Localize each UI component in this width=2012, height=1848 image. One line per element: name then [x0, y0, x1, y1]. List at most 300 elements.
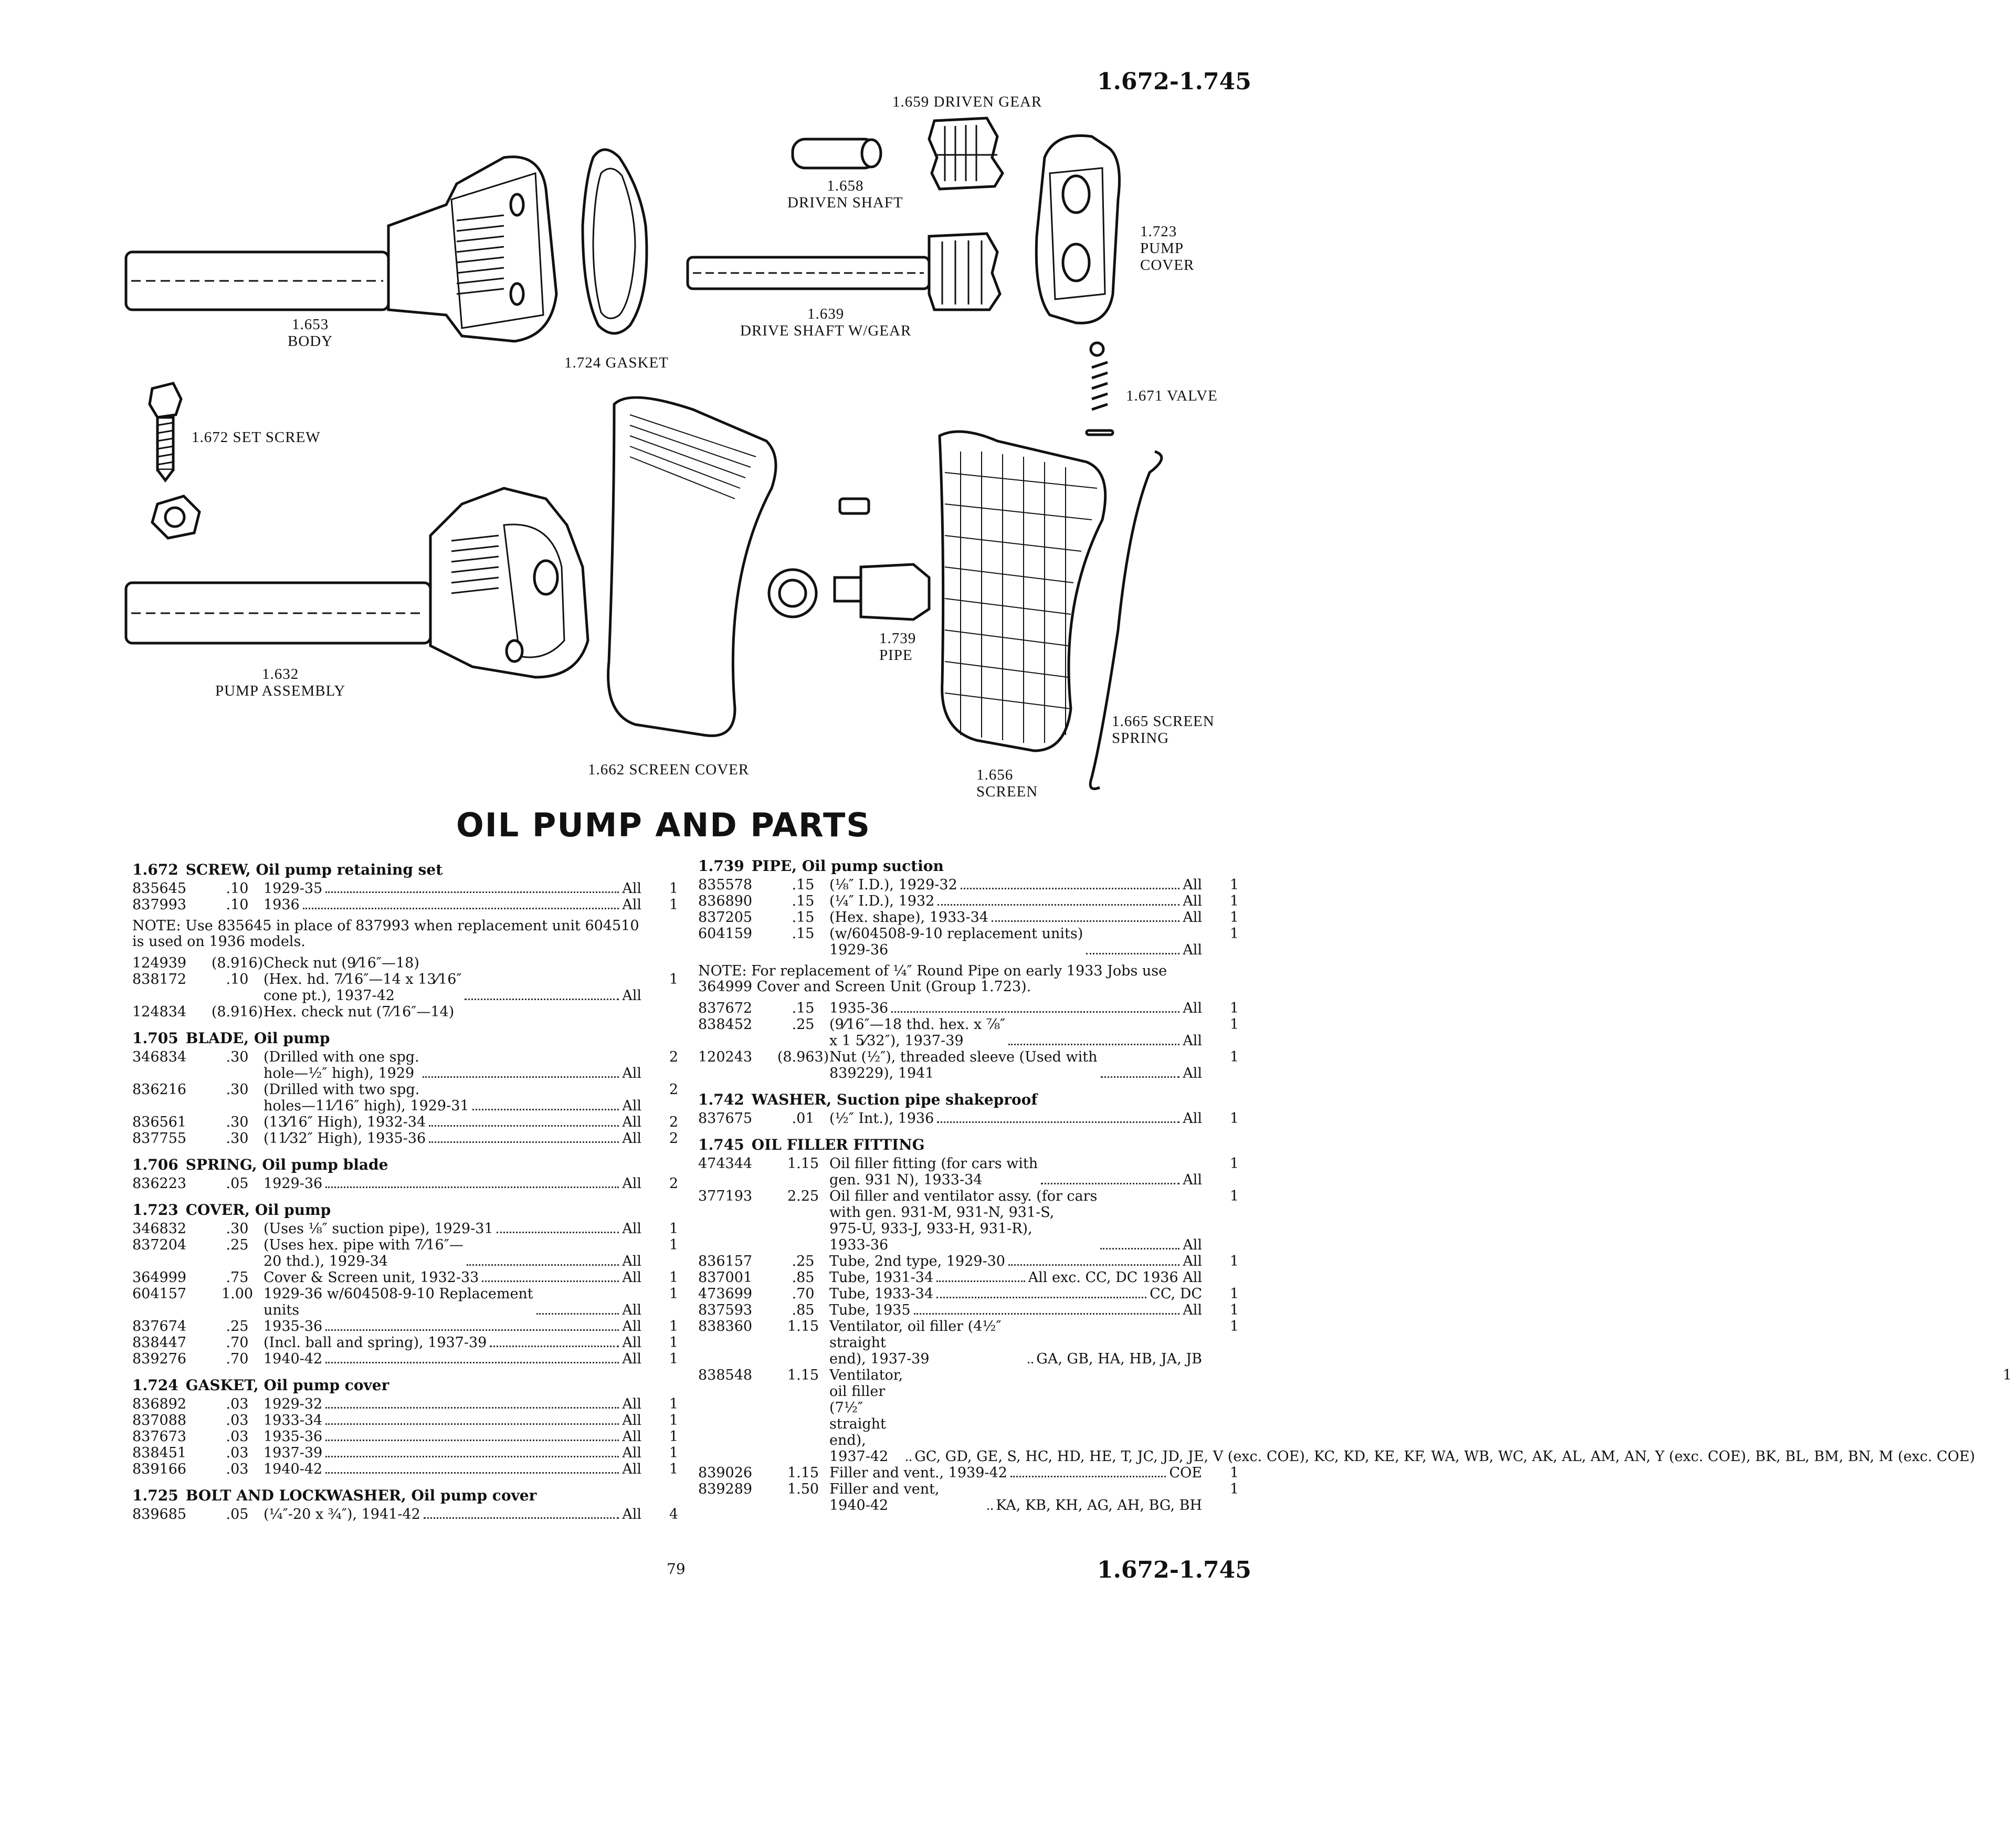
dot-leader [497, 1232, 619, 1233]
group-number: 1.725 [132, 1487, 178, 1504]
label-drive-shaft-name: DRIVE SHAFT W/GEAR [740, 322, 912, 339]
dot-leader [325, 891, 619, 893]
part-description-cell [829, 1302, 1202, 1318]
part-description-cell [829, 1465, 1202, 1481]
group-name: OIL FILLER FITTING [751, 1136, 925, 1153]
part-applicability: All [622, 1253, 641, 1269]
part-description-cell [264, 1286, 641, 1318]
part-description-cell [264, 1412, 641, 1429]
part-quantity: 2 [669, 1130, 678, 1147]
part-description: Filler and vent, 1940-42 [829, 1481, 940, 1514]
dot-leader [325, 1423, 619, 1425]
part-description: Tube, 1935 [829, 1302, 911, 1318]
dot-leader [424, 1517, 619, 1519]
part-number: 124939 [132, 955, 187, 971]
screen-cover-drawing [608, 397, 776, 736]
part-description-cell [829, 1049, 1202, 1082]
part-price: .85 [792, 1269, 815, 1286]
part-description-cell [264, 1445, 641, 1461]
part-price: 1.15 [787, 1367, 819, 1383]
group-number: 1.706 [132, 1156, 178, 1173]
part-description: Ventilator, oil filler (7½″ straight end), 1937-42 [829, 1367, 903, 1465]
part-row [698, 1269, 1239, 1286]
group-name: WASHER, Suction pipe shakeproof [751, 1091, 1038, 1108]
label-drive-shaft [740, 306, 911, 339]
parts-group [698, 857, 1239, 1082]
part-description: 1937-39 [264, 1445, 323, 1461]
part-number: 604157 [132, 1286, 187, 1302]
part-number: 837674 [132, 1318, 187, 1335]
part-number: 377193 [698, 1188, 753, 1204]
part-row [132, 1318, 678, 1335]
part-price: .15 [792, 1000, 815, 1016]
part-number: 838172 [132, 971, 187, 988]
part-row [132, 1082, 678, 1114]
part-applicability: All [622, 1412, 641, 1429]
part-description-cell [829, 1188, 1202, 1253]
part-number: 839166 [132, 1461, 187, 1477]
dot-leader [936, 1297, 1146, 1298]
small-spring-drawing [840, 499, 869, 513]
part-row [132, 1130, 678, 1147]
part-number: 837675 [698, 1110, 753, 1127]
label-body-num: 1.653 [291, 316, 329, 333]
part-description: 1935-36 [829, 1000, 889, 1016]
part-price: .15 [792, 877, 815, 893]
part-applicability: GC, GD, GE, S, HC, HD, HE, T, JC, JD, JE, V (exc. COE), KC, KD, KE, KF, WA, WB, WC, AK, AL, AM, AN, Y (exc. COE), BK, BL, BM, BN, M (exc. COE) [914, 1448, 1975, 1465]
part-number: 838451 [132, 1445, 187, 1461]
part-quantity: 1 [1229, 1016, 1239, 1033]
part-price: 1.50 [787, 1481, 819, 1497]
part-quantity: 1 [669, 897, 678, 913]
part-description-cell [264, 1237, 641, 1269]
part-description: (¼″-20 x ¾″), 1941-42 [264, 1506, 420, 1522]
label-screen-spring-l1: 1.665 SCREEN [1112, 713, 1215, 730]
part-price: 1.15 [787, 1465, 819, 1481]
part-row [132, 1429, 678, 1445]
part-row [698, 1465, 1239, 1481]
part-description-cell [264, 1461, 641, 1477]
dot-leader [325, 1472, 619, 1474]
part-price: .70 [792, 1286, 815, 1302]
part-quantity: 1 [1229, 926, 1239, 942]
group-number: 1.742 [698, 1091, 744, 1108]
part-quantity: 1 [1229, 1465, 1239, 1481]
parts-group [132, 1030, 678, 1147]
part-price: .30 [226, 1130, 249, 1147]
part-description-cell [264, 1175, 641, 1192]
group-name: BLADE, Oil pump [185, 1030, 330, 1047]
part-row [698, 1110, 1239, 1127]
part-description-cell [264, 1114, 641, 1130]
part-description-cell [264, 1396, 641, 1412]
part-applicability: All [1183, 1172, 1202, 1188]
parts-group [698, 1136, 2012, 1514]
part-number: 835645 [132, 880, 187, 897]
part-quantity: 1 [669, 1221, 678, 1237]
label-drive-shaft-num: 1.639 [807, 306, 845, 322]
part-number: 835578 [698, 877, 753, 893]
part-quantity: 1 [1229, 893, 1239, 909]
page-title: OIL PUMP AND PARTS [456, 806, 871, 844]
group-name: BOLT AND LOCKWASHER, Oil pump cover [185, 1487, 537, 1504]
part-price: .05 [226, 1175, 249, 1192]
label-screen-name: SCREEN [976, 783, 1038, 800]
part-price: .30 [226, 1082, 249, 1098]
part-quantity: 1 [1229, 1156, 1239, 1172]
parts-group [698, 1091, 1239, 1127]
dot-leader [429, 1141, 619, 1143]
part-applicability: All [1183, 893, 1202, 909]
dot-leader [987, 1508, 993, 1510]
part-quantity: 1 [1229, 877, 1239, 893]
dot-leader [936, 1280, 1025, 1282]
part-quantity: 1 [669, 1396, 678, 1412]
part-description: Ventilator, oil filler (4½″ straight end), 1937-39 [829, 1318, 1002, 1367]
part-price: (8.916) [211, 955, 264, 971]
part-number: 837673 [132, 1429, 187, 1445]
part-row [132, 1412, 678, 1429]
group-heading [132, 1201, 678, 1219]
pipe-drawing [861, 564, 929, 620]
part-applicability: KA, KB, KH, AG, AH, BG, BH [996, 1497, 1202, 1514]
part-row [698, 1000, 1239, 1016]
part-row [132, 1286, 678, 1318]
drive-shaft-drawing [688, 234, 1000, 310]
part-quantity: 1 [1229, 1286, 1239, 1302]
part-description: 1940-42 [264, 1351, 323, 1367]
part-row [132, 1461, 678, 1477]
part-row [132, 1506, 678, 1522]
part-price: .10 [226, 880, 249, 897]
group-heading [132, 861, 678, 878]
dot-leader [429, 1125, 619, 1127]
part-applicability: All [1183, 1000, 1202, 1016]
label-valve: 1.671 VALVE [1126, 387, 1218, 404]
part-applicability: All [622, 897, 641, 913]
part-number: 837204 [132, 1237, 187, 1253]
part-row [698, 893, 1239, 909]
screen-drawing [940, 432, 1105, 751]
dot-leader [1008, 1264, 1179, 1266]
part-description-cell [829, 1253, 1202, 1269]
dot-leader [937, 904, 1179, 906]
part-description-cell [829, 1016, 1202, 1049]
dot-leader [536, 1313, 619, 1315]
part-description: (Hex. hd. 7⁄16″—14 x 13⁄16″ cone pt.), 1937-42 [264, 971, 462, 1004]
part-applicability: All [1183, 1237, 1202, 1253]
part-row [698, 1049, 1239, 1082]
page-range-bottom: 1.672-1.745 [1097, 1557, 1251, 1583]
dot-leader [465, 999, 619, 1000]
part-quantity: 1 [1229, 1318, 1239, 1335]
part-description: (Drilled with one spg. hole—½″ high), 1929 [264, 1049, 419, 1082]
label-pump-cover [1140, 223, 1194, 274]
dot-leader [1101, 1076, 1180, 1078]
part-applicability: All [622, 1506, 641, 1522]
part-number: 839289 [698, 1481, 753, 1497]
part-row [132, 1049, 678, 1082]
group-heading [698, 857, 1239, 875]
label-pump-cover-l1: PUMP [1140, 240, 1184, 257]
part-description: 1929-32 [264, 1396, 323, 1412]
part-number: 836890 [698, 893, 753, 909]
part-number: 838360 [698, 1318, 753, 1335]
part-description: (11⁄32″ High), 1935-36 [264, 1130, 426, 1147]
part-description-cell [264, 1049, 641, 1082]
part-description-cell [264, 1506, 641, 1522]
part-description-cell [829, 1156, 1202, 1188]
part-applicability: All exc. CC, DC 1936 All [1028, 1269, 1202, 1286]
part-price: .10 [226, 897, 249, 913]
part-price: (8.916) [211, 1004, 264, 1020]
dot-leader [992, 920, 1179, 922]
dot-leader [482, 1280, 619, 1282]
part-description: (Uses hex. pipe with 7⁄16″— 20 thd.), 1929-34 [264, 1237, 464, 1269]
part-description: 1929-36 w/604508-9-10 Replacement units [264, 1286, 533, 1318]
group-note: NOTE: For replacement of ¼″ Round Pipe on early 1933 Jobs use 364999 Cover and Screen Unit (Group 1.723). [698, 963, 1167, 995]
part-applicability: All [622, 988, 641, 1004]
label-screen-num: 1.656 [976, 766, 1014, 783]
part-price: .03 [226, 1412, 249, 1429]
part-description-cell [264, 1221, 641, 1237]
part-applicability: All [1183, 942, 1202, 958]
part-quantity: 1 [669, 1412, 678, 1429]
part-row [132, 1445, 678, 1461]
part-number: 837001 [698, 1269, 753, 1286]
part-description-cell [264, 1269, 641, 1286]
part-price: .30 [226, 1049, 249, 1065]
part-row [698, 909, 1239, 926]
group-heading [132, 1377, 678, 1394]
group-name: COVER, Oil pump [185, 1201, 331, 1219]
label-pump-assembly [215, 666, 345, 699]
part-price: .30 [226, 1221, 249, 1237]
part-applicability: COE [1169, 1465, 1202, 1481]
part-description-cell [829, 893, 1202, 909]
part-number: 837088 [132, 1412, 187, 1429]
part-number: 364999 [132, 1269, 187, 1286]
part-applicability: All [622, 1461, 641, 1477]
dot-leader [325, 1362, 619, 1363]
part-applicability: All [622, 1221, 641, 1237]
part-price: (8.963) [777, 1049, 829, 1065]
part-number: 836561 [132, 1114, 187, 1130]
part-description: Tube, 1931-34 [829, 1269, 934, 1286]
part-price: .70 [226, 1335, 249, 1351]
dot-leader [1041, 1183, 1179, 1184]
group-heading [698, 1136, 1239, 1153]
part-row [698, 1188, 1239, 1253]
label-body-name: BODY [288, 333, 333, 350]
label-gasket: 1.724 GASKET [564, 354, 669, 371]
part-quantity [1202, 1269, 1239, 1286]
part-price: .70 [226, 1351, 249, 1367]
part-applicability: All [622, 1351, 641, 1367]
part-description: Tube, 2nd type, 1929-30 [829, 1253, 1005, 1269]
part-row [132, 1114, 678, 1130]
part-description: (¼″ I.D.), 1932 [829, 893, 935, 909]
part-description: Oil filler fitting (for cars with gen. 931 N), 1933-34 [829, 1156, 1038, 1188]
part-quantity: 1 [1229, 1049, 1239, 1065]
part-row [132, 1269, 678, 1286]
part-row [132, 880, 678, 897]
part-price: .15 [792, 909, 815, 926]
part-row [698, 1318, 1239, 1367]
part-applicability: All [622, 1098, 641, 1114]
label-pipe-name: PIPE [879, 647, 913, 664]
dot-leader [325, 1440, 619, 1441]
part-price: .03 [226, 1429, 249, 1445]
part-applicability: All [1183, 1253, 1202, 1269]
part-description: (13⁄16″ High), 1932-34 [264, 1114, 426, 1130]
part-description: 1936 [264, 897, 300, 913]
dot-leader [325, 1456, 619, 1457]
part-price: .03 [226, 1445, 249, 1461]
part-description: 1940-42 [264, 1461, 323, 1477]
part-quantity: 2 [669, 1049, 678, 1065]
group-heading [132, 1156, 678, 1173]
part-row [698, 1286, 1239, 1302]
driven-gear-drawing [929, 118, 1003, 189]
part-description: Filler and vent., 1939-42 [829, 1465, 1007, 1481]
part-applicability: All [622, 1318, 641, 1335]
part-number: 346832 [132, 1221, 187, 1237]
part-applicability: All [622, 1175, 641, 1192]
dot-leader [914, 1313, 1180, 1315]
part-number: 120243 [698, 1049, 753, 1065]
part-row [132, 1351, 678, 1367]
dot-leader [1100, 1248, 1179, 1250]
group-heading [132, 1030, 678, 1047]
label-pipe-num: 1.739 [879, 630, 917, 647]
part-price: .05 [226, 1506, 249, 1522]
label-set-screw: 1.672 SET SCREW [192, 429, 321, 446]
part-row [698, 926, 1239, 958]
part-quantity: 2 [669, 1082, 678, 1098]
group-number: 1.724 [132, 1377, 178, 1394]
part-quantity: 1 [669, 1461, 678, 1477]
part-quantity: 1 [1229, 1302, 1239, 1318]
part-description: 1929-35 [264, 880, 323, 897]
part-number: 839685 [132, 1506, 187, 1522]
parts-list-left-column [132, 861, 678, 1522]
part-number: 837755 [132, 1130, 187, 1147]
part-description: (⅛″ I.D.), 1929-32 [829, 877, 957, 893]
part-number: 124834 [132, 1004, 187, 1020]
part-applicability: All [1183, 1110, 1202, 1127]
group-name: GASKET, Oil pump cover [185, 1377, 389, 1394]
part-price: .85 [792, 1302, 815, 1318]
part-description: Cover & Screen unit, 1932-33 [264, 1269, 479, 1286]
dot-leader [937, 1121, 1179, 1123]
part-quantity [641, 1004, 678, 1020]
part-quantity [641, 955, 678, 971]
label-pump-assembly-num: 1.632 [262, 666, 299, 682]
part-price: .03 [226, 1461, 249, 1477]
page-number: 79 [667, 1560, 686, 1578]
part-price: .10 [226, 971, 249, 988]
label-screen-spring [1112, 713, 1215, 747]
part-price: .25 [226, 1237, 249, 1253]
part-description: (½″ Int.), 1936 [829, 1110, 934, 1127]
group-number: 1.723 [132, 1201, 178, 1219]
part-description-cell [829, 1367, 1975, 1465]
part-row [698, 1016, 1239, 1049]
part-price: 2.25 [787, 1188, 819, 1204]
part-number: 836892 [132, 1396, 187, 1412]
part-number: 837672 [698, 1000, 753, 1016]
label-pump-assembly-name: PUMP ASSEMBLY [215, 682, 346, 699]
body-part-drawing [126, 157, 556, 341]
part-description-cell [829, 1110, 1202, 1127]
part-quantity: 1 [1229, 909, 1239, 926]
label-body [288, 316, 333, 350]
group-note: NOTE: Use 835645 in place of 837993 when replacement unit 604510 is used on 1936 models. [132, 918, 639, 950]
label-screen-spring-l2: SPRING [1112, 730, 1170, 747]
part-row [132, 1396, 678, 1412]
parts-group [132, 1201, 678, 1367]
part-number: 838447 [132, 1335, 187, 1351]
part-description: (Uses ⅛″ suction pipe), 1929-31 [264, 1221, 493, 1237]
part-description: (w/604508-9-10 replacement units) 1929-36 [829, 926, 1083, 958]
part-description-cell [264, 897, 641, 913]
parts-group [132, 1377, 678, 1477]
part-price: .25 [792, 1016, 815, 1033]
part-description: Oil filler and ventilator assy. (for cars with gen. 931-M, 931-N, 931-S, 975-U, 933-J, 933-H, 931-R), 1933-36 [829, 1188, 1098, 1253]
part-row [132, 897, 678, 913]
part-description-cell [264, 1130, 641, 1147]
part-price: .15 [792, 926, 815, 942]
part-number: 836216 [132, 1082, 187, 1098]
group-name: PIPE, Oil pump suction [751, 857, 944, 875]
part-description: Hex. check nut (7⁄16″—14) [264, 1004, 455, 1020]
dot-leader [325, 1407, 619, 1409]
part-number: 474344 [698, 1156, 753, 1172]
part-applicability: All [622, 1445, 641, 1461]
part-number: 838548 [698, 1367, 753, 1383]
part-quantity: 1 [669, 880, 678, 897]
part-quantity: 4 [669, 1506, 678, 1522]
part-applicability: All [1183, 909, 1202, 926]
part-row [132, 1221, 678, 1237]
part-row [698, 877, 1239, 893]
part-description-cell [264, 1429, 641, 1445]
part-quantity: 2 [669, 1114, 678, 1130]
part-quantity: 1 [669, 1318, 678, 1335]
part-applicability: CC, DC [1150, 1286, 1202, 1302]
part-row [132, 955, 678, 971]
part-description-cell [829, 1318, 1202, 1367]
part-description-cell [264, 1318, 641, 1335]
part-quantity: 1 [669, 1335, 678, 1351]
part-description-cell [264, 1351, 641, 1367]
parts-group [132, 861, 678, 1020]
part-applicability: GA, GB, HA, HB, JA, JB [1036, 1351, 1202, 1367]
part-description-cell [264, 1082, 641, 1114]
dot-leader [906, 1460, 911, 1461]
parts-group [132, 1156, 678, 1192]
part-description: 1935-36 [264, 1318, 323, 1335]
part-number: 839276 [132, 1351, 187, 1367]
part-row [132, 1335, 678, 1351]
pump-cover-drawing [1036, 135, 1119, 323]
part-description-cell [829, 1481, 1202, 1514]
dot-leader [1028, 1362, 1033, 1363]
part-row [132, 1237, 678, 1269]
part-description: (Hex. shape), 1933-34 [829, 909, 988, 926]
pipe-fitting-drawing [835, 578, 861, 601]
